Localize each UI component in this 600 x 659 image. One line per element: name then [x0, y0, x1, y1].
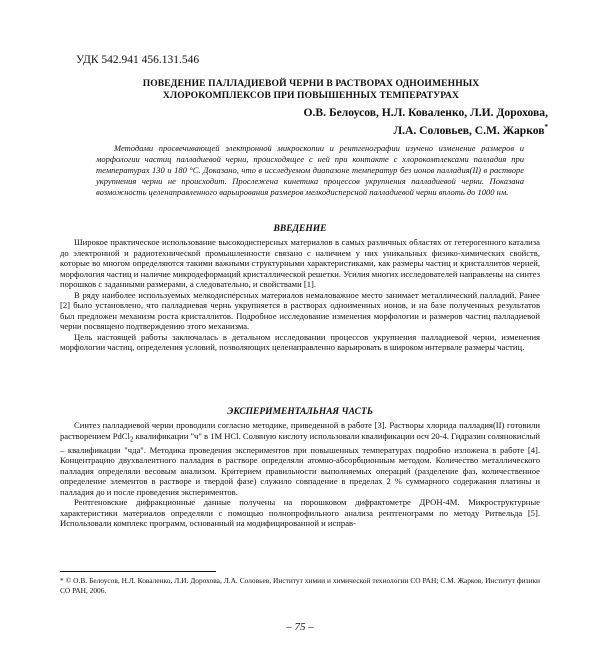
subscript: 2 [129, 435, 134, 444]
section-heading-intro: ВВЕДЕНИЕ [273, 224, 327, 234]
paragraph-text: Синтез палладиевой черни проводили согласно методике, приведенной в работе [3]. Растворы хлорида палладия(II) готовили растворением PdCl [60, 420, 540, 441]
paragraph [60, 420, 540, 497]
paragraph: Цель настоящей работы заключалась в детальном исследовании процессов укрупнения палладиевой черни, изменения морфологии частиц, определения условий, позволяющих целенаправленно варьировать в широком интервале размеры частиц. [60, 331, 540, 352]
paragraph: Рентгеновские дифракционные данные получены на порошковом дифрактометре ДРОН-4М. Микроструктурные характеристики материалов определяли с помощью полнопрофильного анализа рентгенограмм по методу Ритвельда [5]. Использовали комплекс программ, основанный на модифицированной и исправ- [60, 497, 540, 529]
title-line: ХЛОРОКОМПЛЕКСОВ ПРИ ПОВЫШЕННЫХ ТЕМПЕРАТУРАХ [162, 90, 460, 101]
intro-body [60, 237, 540, 353]
authors-line: О.В. Белоусов, Н.Л. Коваленко, Л.И. Дорохова, [303, 106, 548, 119]
paragraph: В ряду наиболее используемых мелкодисперсных материалов немаловажное место занимает металлический палладий. Ранее [2] было установлено, что палладиевая чернь укрупняется в растворах одноименных ионов, и на базе полученных результатов был предложен механизм роста кристаллитов. Подробное исследование изменения морфологии и размеров частиц палладиевой черни посвящено подтверждению этого механизма. [60, 289, 540, 331]
section-heading-experimental: ЭКСПЕРИМЕНТАЛЬНАЯ ЧАСТЬ [227, 407, 373, 417]
footnote-mark: * [544, 123, 548, 131]
footnote: * © О.В. Белоусов, Н.Л. Коваленко, Л.И. Дорохова, Л.А. Соловьев, Институт химии и химической технологии СО РАН; С.М. Жарков, Институт физики СО РАН, 2006. [60, 576, 540, 595]
paragraph: Широкое практическое использование высокодисперсных материалов в самых различных областях от гетерогенного катализа до электронной и радиотехнической промышленности связано с наличием у них уникальных физико-химических свойств, которые во многом определяются такими важными структурными характеристиками, как размеры частиц и кристаллитов черней, морфология частиц и наличие микродеформаций кристаллической решетки. Усилия многих исследователей направлены на синтез порошков с заданными размерами, а следовательно, и свойствами [1]. [60, 237, 540, 289]
footnote-divider [60, 571, 216, 572]
authors [78, 106, 548, 138]
authors-line-text: Л.А. Соловьев, С.М. Жарков [393, 123, 545, 137]
article-title [76, 78, 546, 102]
authors-line [78, 120, 548, 138]
title-line: ПОВЕДЕНИЕ ПАЛЛАДИЕВОЙ ЧЕРНИ В РАСТВОРАХ ОДНОИМЕННЫХ [142, 78, 480, 89]
experimental-body [60, 420, 540, 529]
udk-code: УДК 542.941 456.131.546 [76, 54, 200, 66]
abstract: Методами просвечивающей электронной микроскопии и рентгенографии изучено изменение размеров и морфологии частиц палладиевой черни, происходящее с ней при контакте с хлорокомплексами палладия при температурах 130 и 180 °С. Доказано, что в исследуемом диапазоне температур без ионов палладия(II) в растворе укрупнения черни не происходит. Прослежена кинетика процессов укрупнения палладиевой черни. Показана возможность целенаправленного варьирования размеров мелкодисперсной палладиевой черни вплоть до 1000 нм. [96, 143, 524, 197]
paragraph-text: квалификации "ч" в 1М HCl. Соляную кислоту использовали квалификации осч 20-4. Гидразин солянокислый – квалификации "чда". Методика проведения экспериментов при повышенных температурах подробно изложена в работе [4]. Концентрацию двухвалентного палладия в растворе определяли атомно-абсорбционным методом. Количество металлического палладия определяли весовым анализом. Критерием правильности выполняемых операций (разделение фаз, количественное определение элементов в растворе и твердой фазе) служило совпадение в пределах 2 % суммарного содержания платины и палладия до и после проведения экспериментов. [60, 430, 540, 497]
page-number: – 75 – [286, 621, 314, 633]
